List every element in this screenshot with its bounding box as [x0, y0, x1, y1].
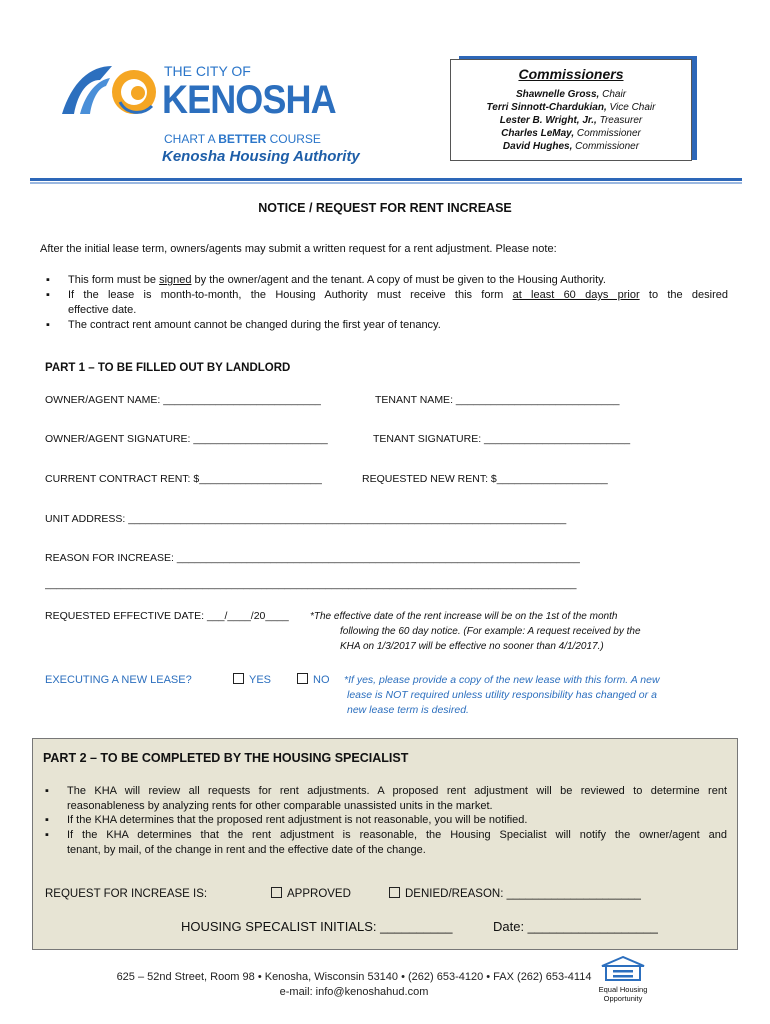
footer-address: 625 – 52nd Street, Room 98 • Kenosha, Wisconsin 53140 • (262) 653-4120 • FAX (262) 653-4114 [116, 971, 592, 983]
equal-housing-icon [600, 956, 646, 982]
logo-city-of: THE CITY OF [164, 63, 251, 79]
intro-text: After the initial lease term, owners/agents may submit a written request for a rent adjustment. Please note: [40, 243, 557, 255]
part2-heading: PART 2 – TO BE COMPLETED BY THE HOUSING SPECIALIST [43, 751, 409, 765]
commissioner-4: Charles LeMay, Commissioner [501, 128, 641, 139]
commissioners-title: Commissioners [518, 66, 624, 82]
authority-name: Kenosha Housing Authority [162, 148, 360, 165]
reason-field-line2[interactable]: ___________________________________________________________________________________________ [45, 578, 577, 590]
tenant-signature-field[interactable]: TENANT SIGNATURE: _________________________ [373, 433, 631, 445]
commissioner-5: David Hughes, Commissioner [502, 141, 640, 152]
commissioner-1: Shawnelle Gross, Chair [515, 89, 627, 100]
commissioner-2: Terri Sinnott-Chardukian, Vice Chair [486, 102, 656, 113]
tenant-name-field[interactable]: TENANT NAME: ____________________________ [375, 394, 620, 406]
commissioner-3: Lester B. Wright, Jr., Treasurer [499, 115, 643, 126]
requested-rent-field[interactable]: REQUESTED NEW RENT: $___________________ [362, 473, 608, 485]
request-label: REQUEST FOR INCREASE IS: [45, 888, 208, 900]
part2-bullet-3-cont: tenant, by mail, of the change in rent and the effective date of the change. [67, 844, 426, 856]
approved-option[interactable]: APPROVED [271, 887, 351, 900]
specialist-initials-field[interactable]: HOUSING SPECALIST INITIALS: __________ [181, 919, 453, 934]
effective-date-field[interactable]: REQUESTED EFFECTIVE DATE: ___/____/20____ [45, 610, 289, 622]
no-checkbox[interactable] [297, 673, 308, 684]
yes-checkbox[interactable] [233, 673, 244, 684]
note-2-cont: effective date. [68, 304, 137, 316]
owner-signature-field[interactable]: OWNER/AGENT SIGNATURE: _______________________ [45, 433, 328, 445]
logo-kenosha: KENOSHA [162, 78, 336, 122]
current-rent-field[interactable]: CURRENT CONTRACT RENT: $_____________________ [45, 473, 322, 485]
yes-option[interactable]: YES [233, 673, 271, 686]
logo-tagline: CHART A BETTER COURSE [164, 132, 321, 146]
kenosha-logo-icon [60, 62, 160, 122]
footer-email: e-mail: info@kenoshahud.com [279, 986, 429, 998]
no-option[interactable]: NO [297, 673, 330, 686]
new-lease-note-1: *If yes, please provide a copy of the new lease with this form. A new [344, 674, 660, 686]
part2-bullet-1-cont: reasonableness by analyzing rents for other comparable unassisted units in the market. [67, 800, 493, 812]
denied-checkbox[interactable] [389, 887, 400, 898]
owner-name-field[interactable]: OWNER/AGENT NAME: ___________________________ [45, 394, 321, 406]
new-lease-label: EXECUTING A NEW LEASE? [45, 674, 192, 686]
part2-section: PART 2 – TO BE COMPLETED BY THE HOUSING SPECIALIST ▪ The KHA will review all requests for rent adjustments. A proposed rent adjustment will be reviewed to determine rent reasonableness by analyzing rents for other comparable unassisted units in the market. ▪ If the KHA determines that the proposed rent adjustment is not reasonable, you will be notified. ▪ If the KHA determines that the rent adjustment is reasonable, the Housing Specialist will notify the owner/agent and tenant, by mail, of the change in rent and the effective date of the change. REQUEST FOR INCREASE IS: APPROVED DENIED/REASON: _____________________ HOUSING SPECALIST INITIALS: __________ Date: __________________ [32, 738, 738, 950]
equal-housing-label: Equal Housing Opportunity [598, 985, 648, 1003]
reason-field[interactable]: REASON FOR INCREASE: _____________________________________________________________________ [45, 552, 580, 564]
new-lease-note-2: lease is NOT required unless utility responsibility has changed or a [347, 689, 657, 701]
header-divider [30, 178, 742, 181]
date-field[interactable]: Date: __________________ [493, 919, 658, 934]
approved-checkbox[interactable] [271, 887, 282, 898]
header-divider-light [30, 182, 742, 184]
part1-heading: PART 1 – TO BE FILLED OUT BY LANDLORD [45, 362, 291, 374]
effective-note-2: following the 60 day notice. (For example: A request received by the [340, 626, 641, 637]
denied-option[interactable]: DENIED/REASON: _____________________ [389, 887, 641, 900]
unit-address-field[interactable]: UNIT ADDRESS: ___________________________________________________________________________ [45, 513, 567, 525]
form-title: NOTICE / REQUEST FOR RENT INCREASE [258, 201, 512, 215]
commissioners-box [450, 59, 692, 161]
effective-note-1: *The effective date of the rent increase will be on the 1st of the month [310, 611, 618, 622]
new-lease-note-3: new lease term is desired. [347, 704, 469, 716]
effective-note-3: KHA on 1/3/2017 will be effective no sooner than 4/1/2017.) [340, 641, 604, 652]
